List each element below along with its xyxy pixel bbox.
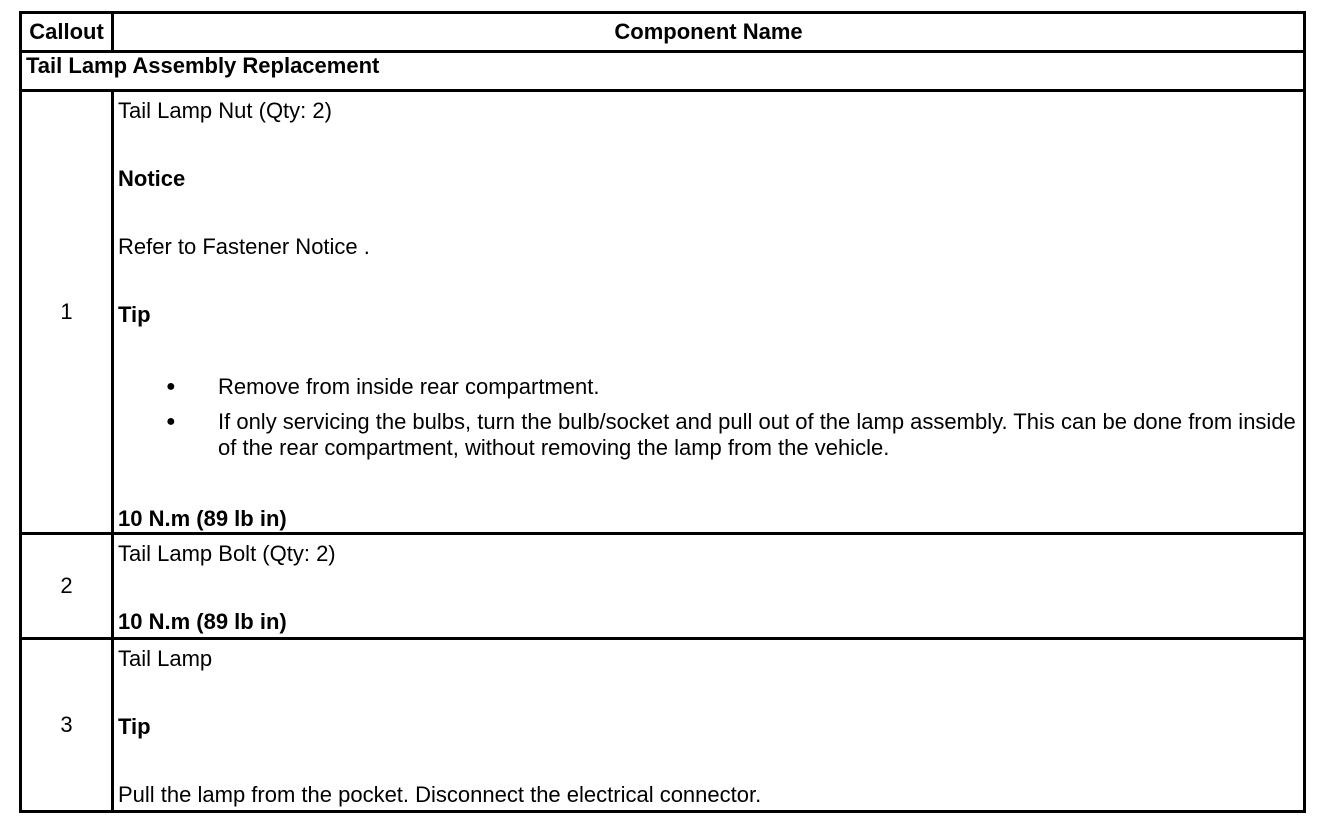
section-row xyxy=(21,52,1305,91)
tip-list xyxy=(118,374,1299,461)
table-row xyxy=(21,91,1305,534)
notice-text: Refer to Fastener Notice . xyxy=(118,234,370,259)
callout-number: 1 xyxy=(21,91,113,534)
component-name: Tail Lamp Bolt (Qty: 2) xyxy=(118,541,336,566)
component-cell xyxy=(113,534,1305,639)
component-table xyxy=(19,11,1306,813)
component-name: Tail Lamp Nut (Qty: 2) xyxy=(118,98,332,123)
tip-text: Pull the lamp from the pocket. Disconnect the electrical connector. xyxy=(118,782,762,807)
tip-label: Tip xyxy=(118,302,151,327)
tip-label: Tip xyxy=(118,714,151,739)
section-title: Tail Lamp Assembly Replacement xyxy=(21,52,1305,91)
callout-number: 3 xyxy=(21,639,113,812)
list-item: ● If only servicing the bulbs, turn the bulb/socket and pull out of the lamp assembly. This can be done from inside of the rear compartment, without removing the lamp from the vehicle. xyxy=(218,409,1299,461)
torque-spec: 10 N.m (89 lb in) xyxy=(118,506,287,531)
list-item: ● Remove from inside rear compartment. xyxy=(218,374,1299,400)
component-cell xyxy=(113,639,1305,812)
table-row xyxy=(21,534,1305,639)
table-row xyxy=(21,639,1305,812)
component-cell xyxy=(113,91,1305,534)
component-name-header: Component Name xyxy=(113,13,1305,52)
header-row xyxy=(21,13,1305,52)
callout-number: 2 xyxy=(21,534,113,639)
notice-label: Notice xyxy=(118,166,186,191)
callout-header: Callout xyxy=(21,13,113,52)
torque-spec: 10 N.m (89 lb in) xyxy=(118,609,287,634)
component-name: Tail Lamp xyxy=(118,646,213,671)
